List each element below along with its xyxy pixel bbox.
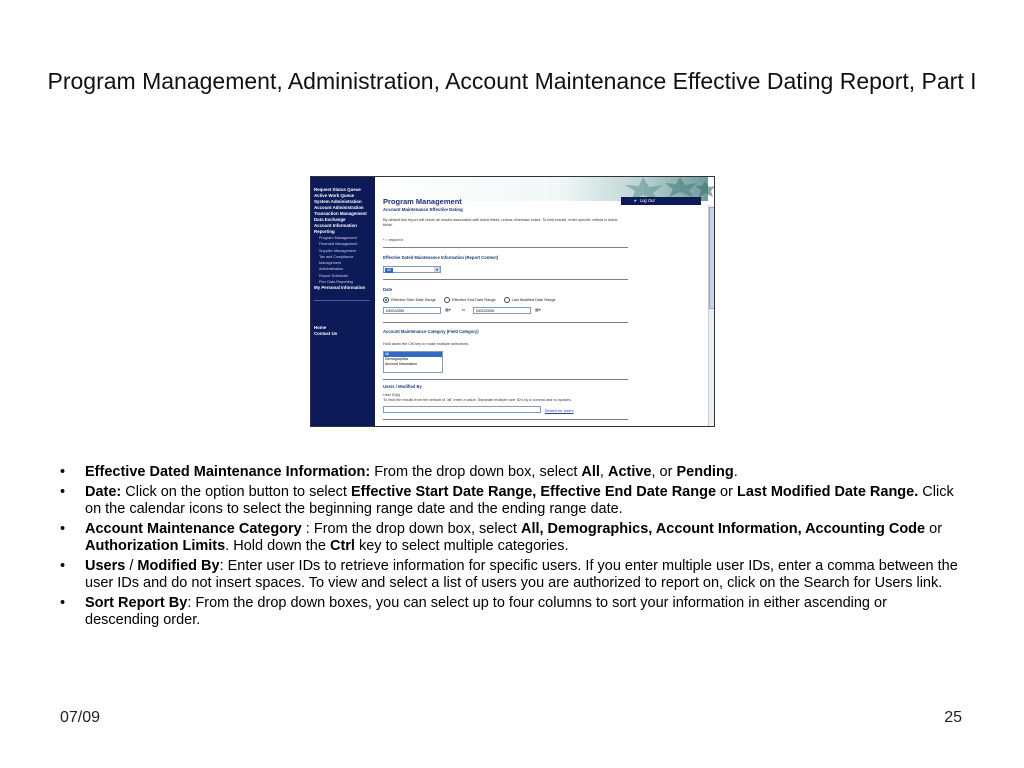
radio-last-modified-label: Last Modified Date Range [511,298,556,302]
start-date-input[interactable]: 03/01/2009 [383,307,441,314]
left-nav [311,177,375,426]
nav-subitem[interactable]: Administration [319,267,344,272]
required-note: * = required [383,238,403,242]
bullet-text: . Hold down the [225,538,330,554]
date-range-options [383,297,563,303]
slide-title: Program Management, Administration, Account Maintenance Effective Dating Report, Part I [47,68,977,94]
bullet-text: : From the drop down box, select [301,521,521,537]
bullet-bold-text: Ctrl [329,538,355,554]
radio-effective-start[interactable] [383,297,389,303]
bullet-marker: • [60,521,66,537]
section-divider [383,322,628,323]
bullet-bold-text: Account Maintenance Category [85,521,302,537]
bullet-bold-text: Authorization Limits [85,538,226,554]
nav-item[interactable]: Active Work Queue [314,193,355,198]
nav-item[interactable]: Contact Us [314,331,338,336]
to-label: to [462,308,466,312]
bullet-text: or [716,484,737,500]
report-context-select[interactable] [383,266,441,273]
radio-effective-start-label: Effective Start Date Range [391,298,436,302]
bullet-bold-text: All, Demographics, Account Information, Accounting Code [520,521,926,537]
bullet-text: or [925,521,943,537]
bullet-marker: • [60,558,66,574]
section-divider [383,247,628,248]
category-option[interactable]: Demographics [385,357,409,362]
nav-item[interactable]: System Administration [314,199,362,204]
app-subtitle: Account Maintenance Effective Dating [383,207,463,212]
bullet-bold-text: Date: [85,484,122,500]
bullet-bold-text: Sort Report By [85,595,188,611]
search-users-link[interactable]: Search for Users [545,409,574,413]
report-context-heading: Effective Dated Maintenance Information (Report Context) [383,255,499,260]
bullet-item [60,484,960,518]
scrollbar[interactable] [708,205,715,426]
nav-item[interactable]: Data Exchange [314,217,346,222]
app-title: Program Management [383,197,462,206]
bullet-text: / [125,558,138,574]
bullet-marker: • [60,464,66,480]
nav-item[interactable]: Account Administration [314,205,364,210]
bullet-item [60,521,960,555]
chevron-down-icon: ▾ [435,267,438,272]
bullet-bold-text: Active [607,464,652,480]
bullet-marker: • [60,484,66,500]
bullet-list [60,464,960,632]
bullet-item [60,464,960,481]
nav-subitem[interactable]: Program Management [319,236,357,240]
nav-item[interactable]: Transaction Management [314,211,367,216]
user-ids-hint: To limit the results from the default of "all" enter a value. Separate multiple user ID's by a comma and no spaces. [383,398,572,402]
user-ids-label: User ID(s) [383,393,401,397]
bullet-item [60,558,960,592]
nav-footer-menu [311,325,337,337]
bullet-text: , or [651,464,677,480]
category-option[interactable]: Account Information [385,362,417,367]
nav-item[interactable]: Reporting [314,229,335,234]
nav-item[interactable]: Home [314,325,327,330]
section-divider [383,279,628,280]
bullet-bold-text: Modified By [137,558,220,574]
scrollbar-thumb[interactable] [709,207,715,309]
bullet-item [60,595,960,629]
bullet-text: : Enter user IDs to retrieve information for specific users. If you enter multiple user IDs, enter a comma between the user IDs and do not insert spaces. To view and select a list of users you are authorized to report on, click on the Search for Users link. [85,558,958,591]
nav-divider [314,300,370,301]
radio-effective-end-label: Effective End Date Range [451,298,496,302]
section-divider [383,419,628,420]
ctrl-hint: Hold down the Ctrl key to make multiple selections. [383,342,469,346]
report-context-value: All [387,267,391,272]
start-calendar-icon[interactable]: ▦▾ [445,307,451,312]
nav-subitem[interactable]: Tax and Compliance [319,254,354,259]
nav-item[interactable]: Account Information [314,223,357,228]
footer-date: 07/09 [60,709,101,726]
bullet-marker: • [60,595,66,611]
category-option[interactable]: All [384,352,442,357]
users-heading: Users / Modified By [383,384,422,389]
bullet-bold-text: Users [85,558,126,574]
bullet-text: . [733,464,738,480]
bullet-text: : From the drop down boxes, you can select up to four columns to sort your information in either ascending or descending order. [85,595,887,628]
star-icon: ★ [633,198,637,203]
radio-last-modified[interactable] [504,297,510,303]
nav-subitem[interactable]: Report Scheduler [319,273,349,278]
nav-subitem[interactable]: Financial Management [319,242,358,247]
user-ids-input[interactable] [383,406,541,413]
category-listbox[interactable] [383,351,443,373]
bullet-bold-text: Pending [676,464,734,480]
bullet-bold-text: All [581,464,600,480]
end-date-input[interactable]: 03/31/2009 [473,307,531,314]
bullet-bold-text: Effective Start Date Range, Effective End Date Range [351,484,717,500]
nav-item[interactable]: My Personal Information [314,285,366,291]
bullet-text: , [599,464,608,480]
embedded-screenshot [310,176,715,427]
section-divider [383,379,628,380]
category-heading: Account Maintenance Category (Field Category) [383,329,479,334]
date-heading: Date [383,287,393,292]
bullet-text: key to select multiple categories. [354,538,569,554]
bullet-text: Click on the calendar icons to select the beginning range date and the ending range date. [85,484,954,517]
intro-text: By default this report will return all results associated with blank fields, unless otherwise noted. To limit results, enter specific criteria in blank fields. [383,218,618,228]
logout-button[interactable] [621,197,701,205]
nav-subitem[interactable]: Management [319,261,342,266]
radio-effective-end[interactable] [444,297,450,303]
nav-subitem[interactable]: Supplier Management [319,248,357,253]
bullet-bold-text: Effective Dated Maintenance Information: [85,464,371,480]
nav-item[interactable]: Request Status Queue [314,187,361,192]
bullet-bold-text: Last Modified Date Range. [736,484,919,500]
nav-menu [311,177,375,301]
page-number: 25 [944,709,962,726]
bullet-text: From the drop down box, select [370,464,582,480]
nav-subitem[interactable]: Flex Data Reporting [319,280,353,285]
report-form [375,177,714,426]
end-calendar-icon[interactable]: ▦▾ [535,307,541,312]
bullet-text: Click on the option button to select [121,484,351,500]
logout-label: Log Out [639,198,655,203]
